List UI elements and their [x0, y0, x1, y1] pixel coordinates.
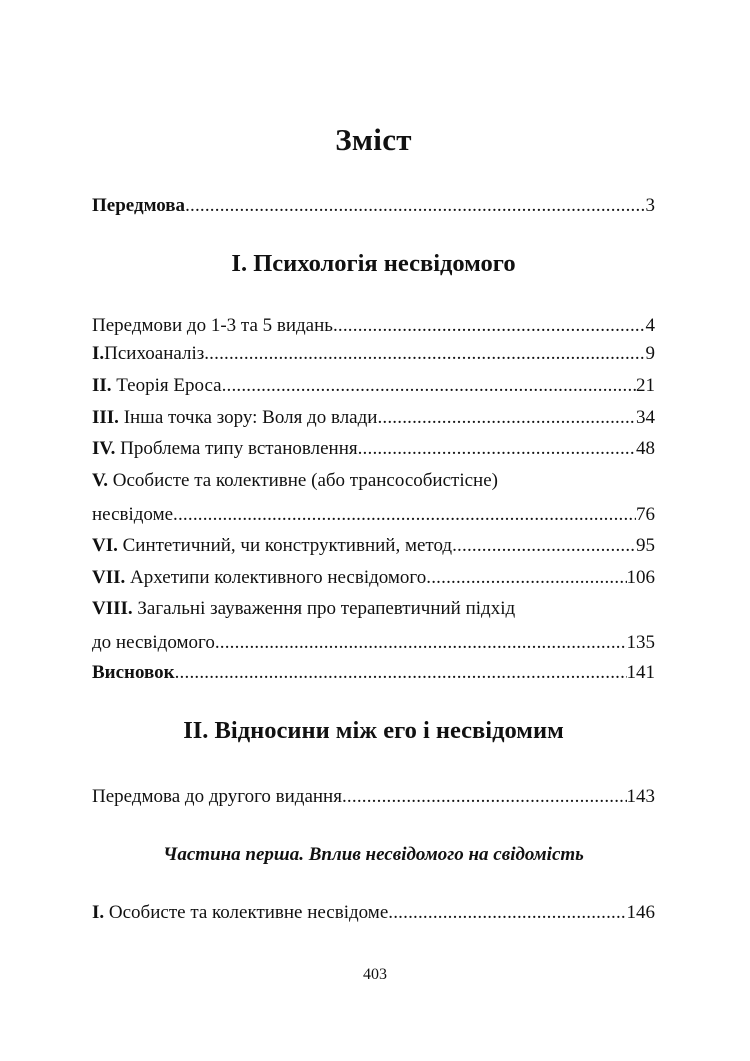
toc-entry	[92, 313, 655, 339]
toc-page-number: 135	[626, 632, 655, 653]
toc-page-number: 95	[636, 535, 655, 556]
toc-entry-first-line	[92, 468, 655, 494]
dot-leader	[358, 436, 636, 462]
toc-entry-label: Проблема типу встановлення	[115, 438, 358, 459]
dot-leader	[173, 502, 636, 528]
toc-page-number: 34	[636, 407, 655, 428]
toc-entry-second-line	[92, 630, 655, 656]
toc-entry-conclusion	[92, 660, 655, 686]
toc-entry-label: Передмова	[92, 195, 186, 216]
toc-page-number: 106	[626, 567, 655, 588]
page-number: 403	[363, 966, 387, 983]
toc-entry-number: III.	[92, 407, 119, 428]
page-title: Зміст	[335, 122, 412, 157]
dot-leader	[185, 193, 645, 219]
toc-entry	[92, 784, 655, 810]
toc-entry-second-line	[92, 502, 655, 528]
dot-leader	[204, 341, 645, 367]
toc-entry-number: I.	[92, 343, 105, 364]
subsection-title: Частина перша. Вплив несвідомого на свідомість	[163, 844, 584, 865]
toc-entry	[92, 436, 655, 462]
toc-entry-label: несвідоме	[92, 504, 174, 525]
toc-entry-label: Передмови до 1-3 та 5 видань	[92, 315, 333, 336]
toc-entry-label: Загальні зауваження про терапевтичний підхід	[132, 598, 516, 619]
toc-page-number: 143	[626, 786, 655, 807]
dot-leader	[388, 900, 626, 926]
toc-entry-label: Особисте та колективне (або трансособистісне)	[108, 470, 498, 491]
toc-entry	[92, 405, 655, 431]
dot-leader	[342, 784, 627, 810]
toc-entry-number: VIII.	[92, 598, 133, 619]
toc-entry-number: VI.	[92, 535, 118, 556]
toc-entry-label: Передмова до другого видання	[92, 786, 342, 807]
dot-leader	[333, 313, 646, 339]
section-title-part2: II. Відносини між его і несвідомим	[183, 717, 564, 744]
toc-entry-label: Архетипи колективного несвідомого	[125, 567, 427, 588]
dot-leader	[377, 405, 636, 431]
toc-entry	[92, 900, 655, 926]
toc-entry	[92, 565, 655, 591]
toc-entry	[92, 373, 655, 399]
toc-entry-number: V.	[92, 470, 109, 491]
toc-page-number: 4	[645, 315, 655, 336]
toc-entry-label: Інша точка зору: Воля до влади	[118, 407, 378, 428]
toc-entry-label: Особисте та колективне несвідоме	[104, 902, 389, 923]
toc-entry-label: Висновок	[92, 662, 175, 683]
toc-entry-number: II.	[92, 375, 112, 396]
dot-leader	[175, 660, 627, 686]
toc-entry-number: I.	[92, 902, 105, 923]
section-title-part1: I. Психологія несвідомого	[231, 250, 516, 277]
dot-leader	[215, 630, 627, 656]
toc-page-number: 21	[636, 375, 655, 396]
toc-page-number: 3	[645, 195, 655, 216]
toc-entry-label: до несвідомого	[92, 632, 215, 653]
dot-leader	[222, 373, 636, 399]
toc-page-number: 141	[626, 662, 655, 683]
toc-page-number: 48	[636, 438, 655, 459]
toc-entry-label: Теорія Ероса	[111, 375, 222, 396]
toc-entry	[92, 533, 655, 559]
dot-leader	[426, 565, 626, 591]
toc-page-number: 76	[636, 504, 655, 525]
toc-entry-first-line	[92, 596, 655, 622]
toc-entry-number: IV.	[92, 438, 116, 459]
toc-entry-preface	[92, 193, 655, 219]
toc-entry	[92, 341, 655, 367]
toc-page-number: 146	[626, 902, 655, 923]
toc-entry-label: Психоаналіз	[104, 343, 205, 364]
toc-page-number: 9	[645, 343, 655, 364]
toc-entry-label: Синтетичний, чи конструктивний, метод	[117, 535, 453, 556]
toc-entry-number: VII.	[92, 567, 126, 588]
dot-leader	[452, 533, 636, 559]
